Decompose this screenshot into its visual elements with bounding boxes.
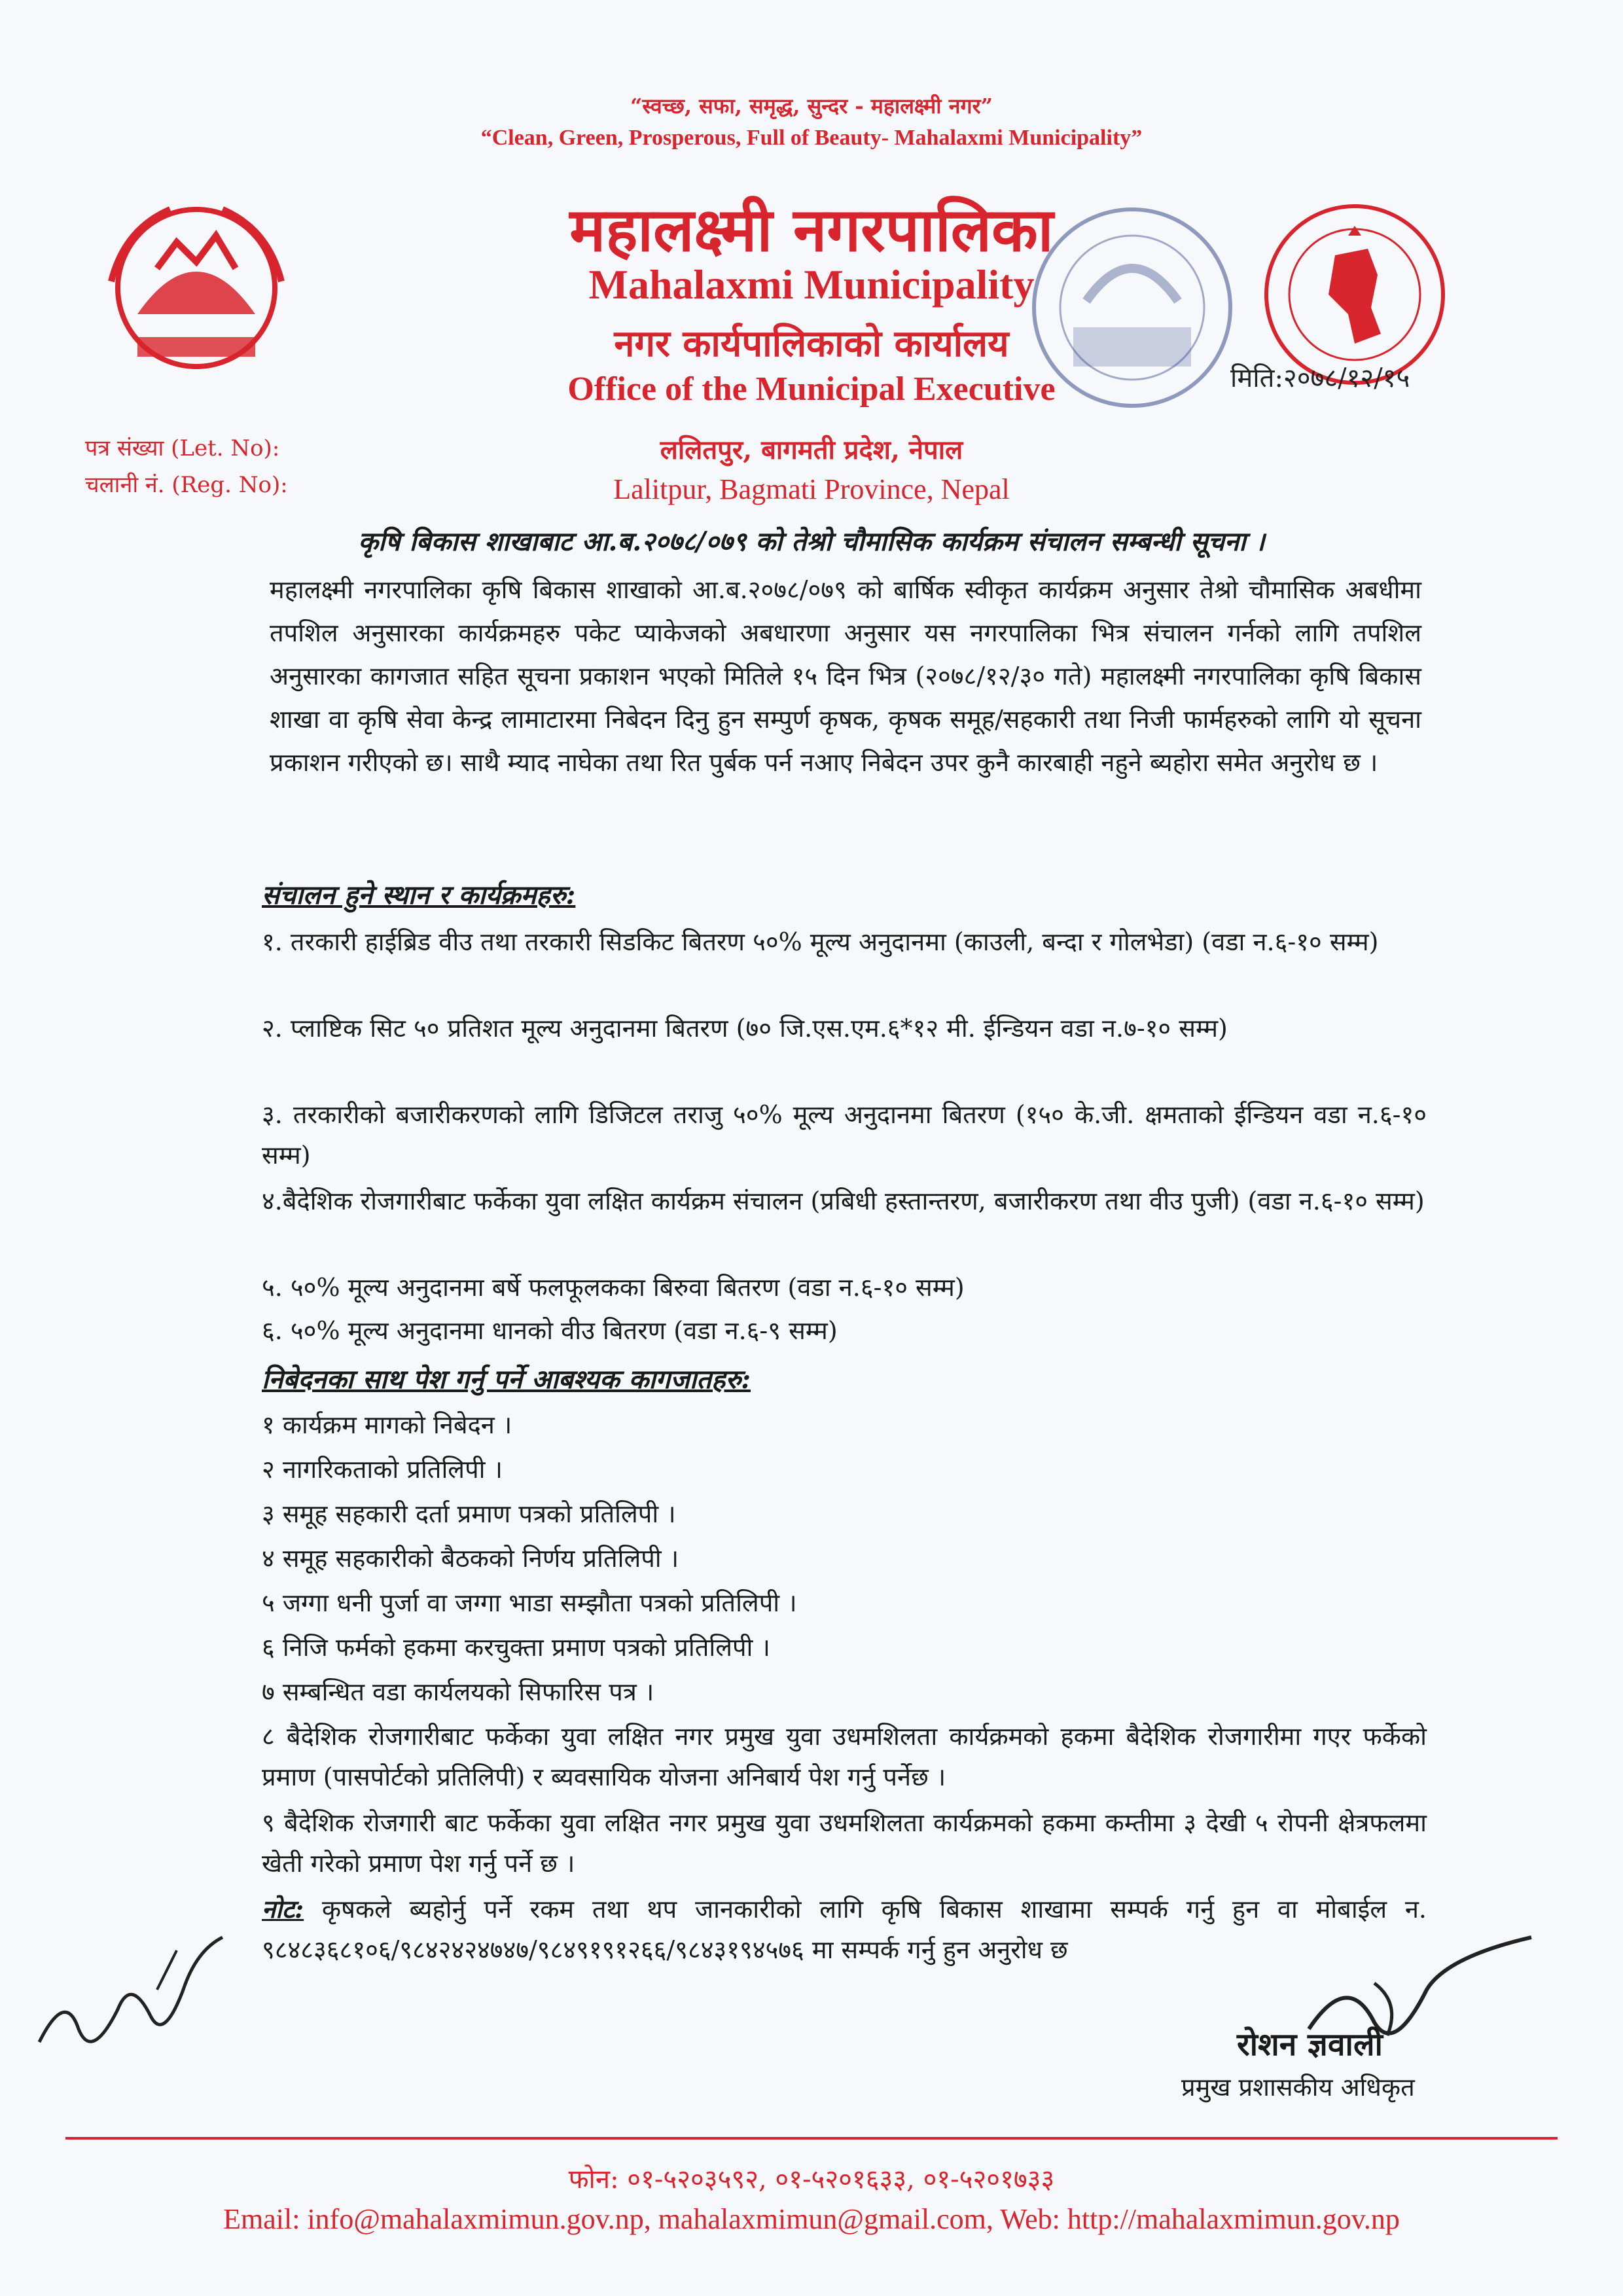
- footer-phone: फोन: ०१-५२०३५९२, ०१-५२०१६३३, ०१-५२०१७३३: [568, 2164, 1055, 2195]
- program-item: ३. तरकारीको बजारीकरणको लागि डिजिटल तराजु ५०% मूल्य अनुदानमा बितरण (१५० के.जी. क्षमताको ईन्डियन वडा न.६-१० सम्म): [262, 1100, 1427, 1170]
- notice-subject: कृषि बिकास शाखाबाट आ.ब.२०७८/०७९ को तेश्रो चौमासिक कार्यक्रम संचालन सम्बन्धी सूचना ।: [358, 526, 1265, 557]
- document-item: ६ निजि फर्मको हकमा करचुक्ता प्रमाण पत्रको प्रतिलिपी ।: [262, 1633, 770, 1662]
- office-name-english: Office of the Municipal Executive: [567, 370, 1056, 408]
- document-item: ४ समूह सहकारीको बैठकको निर्णय प्रतिलिपी ।: [262, 1544, 679, 1573]
- document-item: २ नागरिकताको प्रतिलिपी ।: [262, 1455, 503, 1484]
- documents-heading: निबेदनका साथ पेश गर्नु पर्ने आबश्यक कागजातहरु:: [262, 1364, 751, 1395]
- signatory-title: प्रमुख प्रशासकीय अधिकृत: [1181, 2073, 1415, 2102]
- municipality-name-english: Mahalaxmi Municipality: [588, 261, 1035, 308]
- note-label: नोट:: [262, 1894, 304, 1924]
- slogan-nepali: “स्वच्छ, सफा, समृद्ध, सुन्दर - महालक्ष्मी नगर”: [630, 94, 993, 118]
- address-english: Lalitpur, Bagmati Province, Nepal: [613, 473, 1010, 505]
- document-item: ७ सम्बन्धित वडा कार्यलयको सिफारिस पत्र ।: [262, 1677, 654, 1706]
- programs-heading: संचालन हुने स्थान र कार्यक्रमहरु:: [262, 880, 576, 910]
- office-name-nepali: नगर कार्यपालिकाको कार्यालय: [614, 322, 1009, 365]
- program-item: १. तरकारी हाईब्रिड वीउ तथा तरकारी सिडकिट बितरण ५०% मूल्य अनुदानमा (काउली, बन्दा र गोलभेडा) (वडा न.६-१० सम्म): [262, 927, 1379, 956]
- letter-number-label: पत्र संख्या (Let. No):: [85, 435, 280, 461]
- initials-signature-icon: [26, 1911, 262, 2075]
- signatory-name: रोशन ज्ञवाली: [1237, 2026, 1383, 2063]
- document-item: १ कार्यक्रम मागको निबेदन ।: [262, 1410, 512, 1439]
- program-item: ६. ५०% मूल्य अनुदानमा धानको वीउ बितरण (वडा न.६-९ सम्म): [262, 1316, 838, 1345]
- note-paragraph: [262, 1889, 1427, 1970]
- note-text: कृषकले ब्यहोर्नु पर्ने रकम तथा थप जानकारीको लागि कृषि बिकास शाखामा सम्पर्क गर्नु हुन वा मोबाईल न. ९८४८३६८१०६/९८४२४२४७४७/९८४९१९१२६६/९८४३१९४५७६ मा सम्पर्क गर्नु हुन अनुरोध छ: [262, 1895, 1427, 1964]
- program-item: ५. ५०% मूल्य अनुदानमा बर्षे फलफूलकका बिरुवा बितरण (वडा न.६-१० सम्म): [262, 1273, 965, 1302]
- letter-date: मिति:२०७८/१२/१५: [1230, 363, 1410, 393]
- slogan-english: “Clean, Green, Prosperous, Full of Beauty- Mahalaxmi Municipality”: [480, 126, 1143, 150]
- registration-number-label: चलानी नं. (Reg. No):: [85, 472, 288, 498]
- document-item: ९ बैदेशिक रोजगारी बाट फर्केका युवा लक्षित नगर प्रमुख युवा उधमशिलता कार्यक्रमको हकमा कम्तीमा ३ देखी ५ रोपनी क्षेत्रफलमा खेती गरेको प्रमाण पेश गर्नु पर्ने छ ।: [262, 1808, 1427, 1878]
- document-item: ३ समूह सहकारी दर्ता प्रमाण पत्रको प्रतिलिपी ।: [262, 1499, 676, 1528]
- municipality-name-nepali: महालक्ष्मी नगरपालिका: [569, 194, 1054, 265]
- document-item: ५ जग्गा धनी पुर्जा वा जग्गा भाडा सम्झौता पत्रको प्रतिलिपी ।: [262, 1588, 797, 1617]
- program-item: २. प्लाष्टिक सिट ५० प्रतिशत मूल्य अनुदानमा बितरण (७० जि.एस.एम.६*१२ मी. ईन्डियन वडा न.७-१० सम्म): [262, 1014, 1228, 1043]
- notice-body: महालक्ष्मी नगरपालिका कृषि बिकास शाखाको आ.ब.२०७८/०७९ को बार्षिक स्वीकृत कार्यक्रम अनुसार तेश्रो चौमासिक अबधीमा तपशिल अनुसारका कार्यक्रमहरु पकेट प्याकेजको अबधारणा अनुसार यस नगरपालिका भित्र संचालन गर्नको लागि तपशिल अनुसारका कागजात सहित सूचना प्रकाशन भएको मितिले १५ दिन भित्र (२०७८/१२/३० गते) महालक्ष्मी नगरपालिका कृषि बिकास शाखा वा कृषि सेवा केन्द्र लामाटारमा निबेदन दिनु हुन सम्पुर्ण कृषक, कृषक समूह/सहकारी तथा निजी फार्महरुको लागि यो सूचना प्रकाशन गरीएको छ। साथै म्याद नाघेका तथा रित पुर्बक पर्न नआए निबेदन उपर कुनै कारबाही नहुने ब्यहोरा समेत अनुरोध छ ।: [270, 575, 1421, 777]
- address-nepali: ललितपुर, बागमती प्रदेश, नेपाल: [660, 435, 963, 465]
- footer-divider: [65, 2137, 1558, 2140]
- program-item: ४.बैदेशिक रोजगारीबाट फर्केका युवा लक्षित कार्यक्रम संचालन (प्रबिधी हस्तान्तरण, बजारीकरण तथा वीउ पुजी) (वडा न.६-१० सम्म): [262, 1187, 1425, 1215]
- footer-contact: Email: info@mahalaxmimun.gov.np, mahalaxmimun@gmail.com, Web: http://mahalaxmimun.gov.np: [223, 2203, 1400, 2235]
- document-item: ८ बैदेशिक रोजगारीबाट फर्केका युवा लक्षित नगर प्रमुख युवा उधमशिलता कार्यक्रमको हकमा बैदेशिक रोजगारीमा गएर फर्केको प्रमाण (पासपोर्टको प्रतिलिपी) र ब्यवसायिक योजना अनिबार्य पेश गर्नु पर्नेछ ।: [262, 1722, 1427, 1791]
